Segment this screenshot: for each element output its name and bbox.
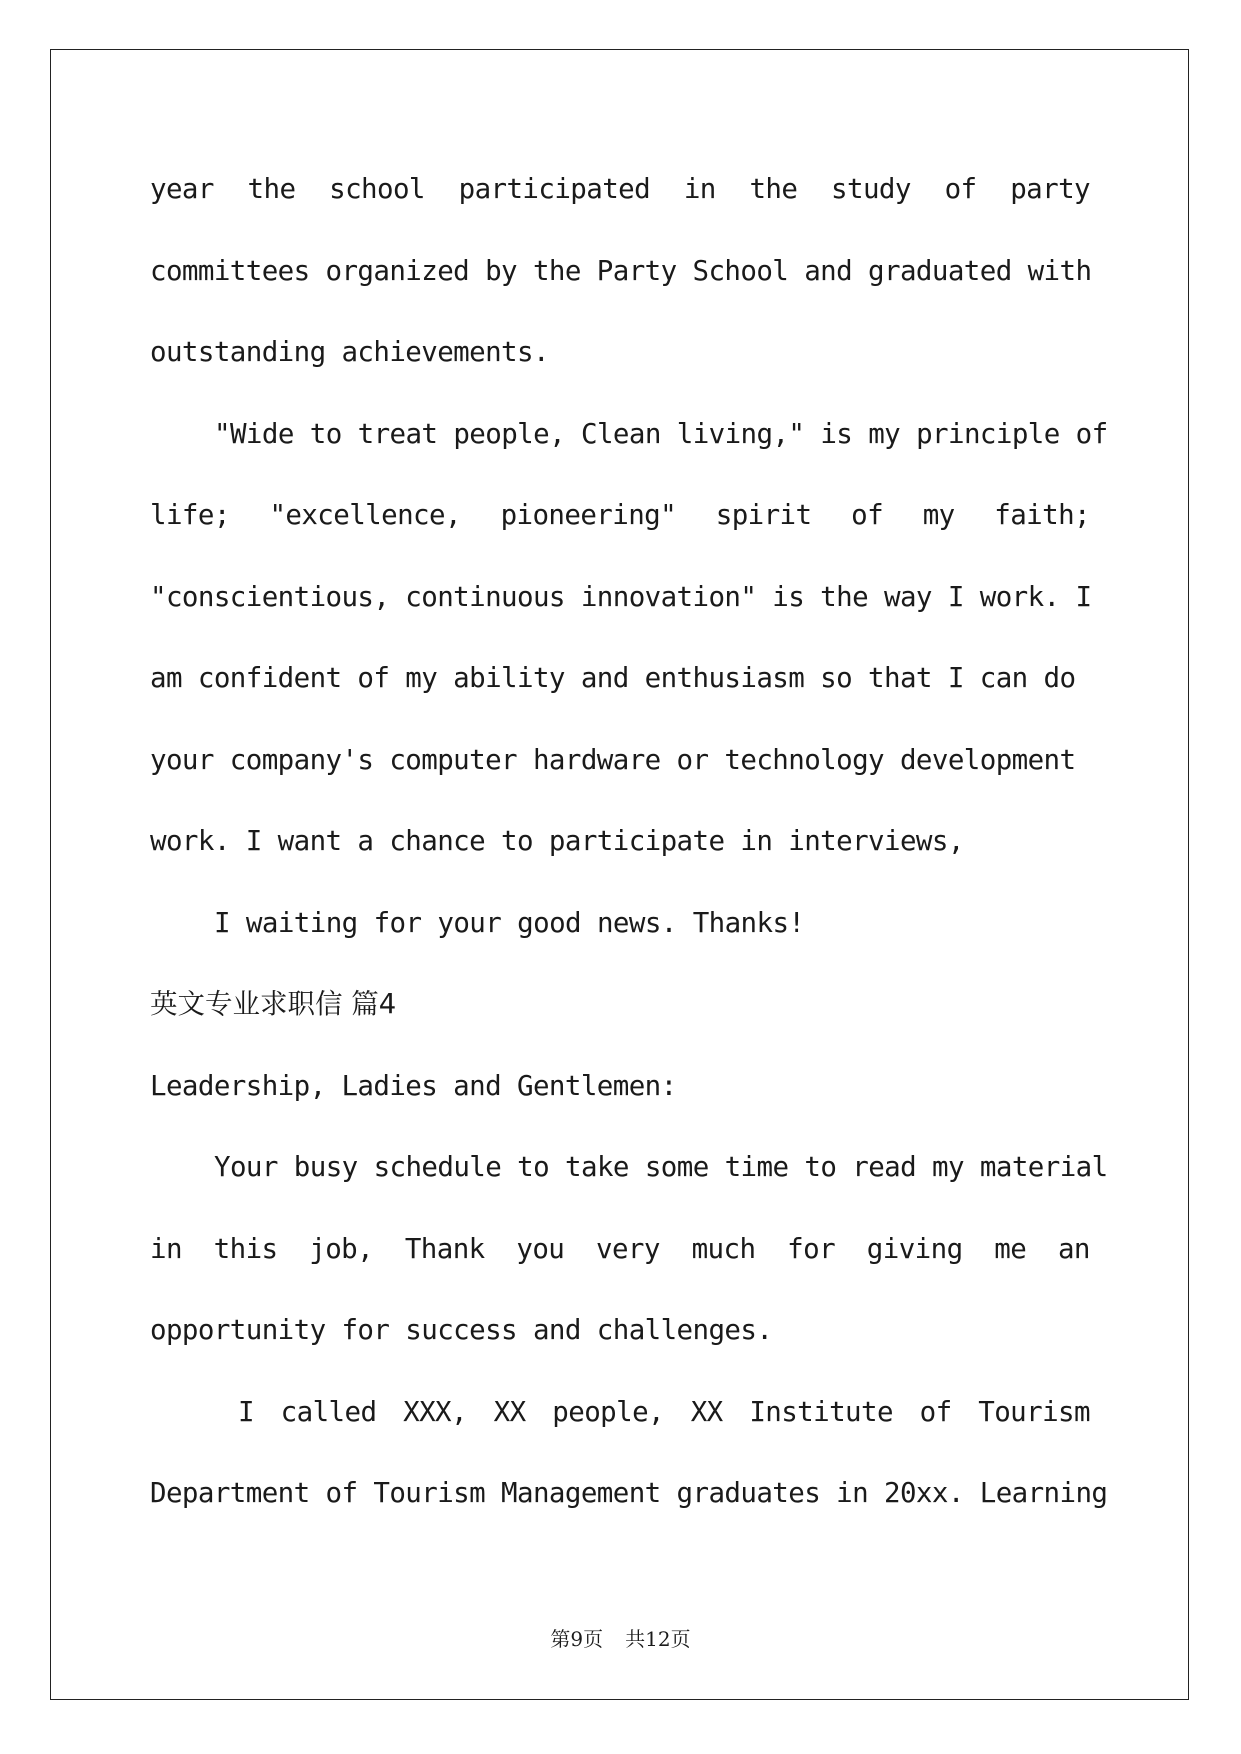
word: "excellence, [269,499,461,531]
word: spirit [715,499,812,531]
body-line [150,242,1090,324]
word: in [683,173,716,205]
word: faith; [994,499,1090,531]
word: of [851,499,884,531]
heading-text: 英文专业求职信 篇4 [150,988,397,1020]
body-line [150,1138,1108,1220]
line-text: am confident of my ability and enthusiasm so that I can do [150,662,1076,694]
body-line [150,1301,1090,1383]
body-line [150,1383,1090,1465]
word: Tourism [978,1395,1090,1428]
word: participated [458,173,651,205]
word: the [749,173,798,205]
body-line [150,894,1090,976]
document-body [150,160,1108,1546]
body-line [150,486,1090,568]
page-number: 第9页 [550,1627,604,1651]
word: job, [309,1232,374,1265]
word: year [150,173,214,205]
line-text: work. I want a chance to participate in interviews, [150,825,964,857]
word: this [213,1232,278,1265]
line-text: opportunity for success and challenges. [150,1314,773,1346]
word: my [922,499,955,531]
line-text: Leadership, Ladies and Gentlemen: [150,1069,677,1102]
body-line [150,812,1090,894]
word: of [944,173,977,205]
word: study [831,173,911,205]
body-line [150,731,1090,813]
line-text: Department of Tourism Management graduates in 20xx. Learning [150,1477,1108,1509]
word: life; [150,499,230,531]
line-text: I waiting for your good news. Thanks! [214,906,805,939]
word: you [516,1232,565,1265]
body-line [150,649,1090,731]
body-line [150,1464,1108,1546]
word: Institute [749,1395,893,1428]
word: Thank [404,1232,485,1265]
body-line [150,405,1108,487]
word: in [150,1232,182,1265]
line-text: committees organized by the Party School and graduated with [150,254,1092,287]
word: much [691,1232,756,1265]
word: giving [866,1232,963,1265]
body-line [150,1220,1090,1302]
word: XX [493,1395,526,1428]
word: of [919,1395,952,1428]
word: very [596,1232,660,1265]
word: school [329,173,425,205]
word: for [787,1232,836,1265]
line-text: your company's computer hardware or technology development [150,743,1076,776]
word: pioneering" [500,499,677,531]
word: me [994,1232,1027,1265]
line-text: Your busy schedule to take some time to read my material [214,1151,1108,1183]
word: party [1010,173,1090,205]
body-line [150,160,1090,242]
body-line [150,323,1090,405]
line-text: "Wide to treat people, Clean living," is my principle of [214,417,1108,450]
word: XXX, [403,1395,467,1428]
page-footer [0,1623,1241,1652]
word: the [247,173,296,205]
salutation [150,1057,1090,1139]
word: called [280,1395,377,1428]
section-heading [150,975,1090,1057]
word: an [1057,1232,1090,1265]
line-text: outstanding achievements. [150,336,549,368]
word: people, [552,1395,664,1428]
body-line [150,568,1090,650]
line-text: "conscientious, continuous innovation" is the way I work. I [150,580,1092,613]
page-total: 共12页 [625,1627,691,1651]
word: I [238,1395,254,1428]
word: XX [690,1395,723,1428]
